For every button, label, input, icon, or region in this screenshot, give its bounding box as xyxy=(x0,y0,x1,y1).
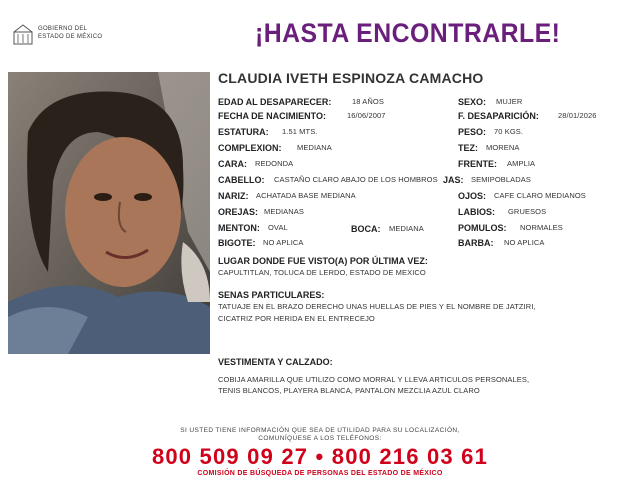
info-line2: COMUNÍQUESE A LOS TELÉFONOS: xyxy=(258,435,382,442)
vestimenta-line2: TENIS BLANCOS, PLAYERA BLANCA, PANTALON MEZCLIA AZUL CLARO xyxy=(218,386,480,395)
desaparicion-label: F. DESAPARICIÓN: xyxy=(458,111,539,121)
edad-label: EDAD AL DESAPARECER: xyxy=(218,97,332,107)
labios-value: GRUESOS xyxy=(508,207,547,216)
commission-name: COMISIÓN DE BÚSQUEDA DE PERSONAS DEL ESTADO DE MÉXICO xyxy=(197,470,443,477)
estatura-value: 1.51 MTS. xyxy=(282,127,318,136)
orejas-label: OREJAS: xyxy=(218,207,259,217)
boca-value: MEDIANA xyxy=(389,224,424,233)
senas-label: SENAS PARTICULARES: xyxy=(218,290,325,300)
cabello-value: CASTAÑO CLARO ABAJO DE LOS HOMBROS xyxy=(274,175,438,184)
gov-name-line2: ESTADO DE MÉXICO xyxy=(38,34,103,40)
orejas-value: MEDIANAS xyxy=(264,207,304,216)
labios-label: LABIOS: xyxy=(458,207,495,217)
state-seal-icon xyxy=(12,22,34,46)
bigote-value: NO APLICA xyxy=(263,238,304,247)
sexo-label: SEXO: xyxy=(458,97,487,107)
nariz-value: ACHATADA BASE MEDIANA xyxy=(256,191,356,200)
vestimenta-label: VESTIMENTA Y CALZADO: xyxy=(218,357,333,367)
barba-label: BARBA: xyxy=(458,238,494,248)
frente-label: FRENTE: xyxy=(458,159,497,169)
barba-value: NO APLICA xyxy=(504,238,545,247)
portrait-image xyxy=(8,72,210,354)
tez-value: MORENA xyxy=(486,143,520,152)
cara-value: REDONDA xyxy=(255,159,294,168)
ojos-value: CAFE CLARO MEDIANOS xyxy=(494,191,586,200)
gov-name-line1: GOBIERNO DEL xyxy=(38,26,88,32)
ojos-label: OJOS: xyxy=(458,191,487,201)
menton-label: MENTON: xyxy=(218,223,260,233)
desaparicion-value: 28/01/2026 xyxy=(558,111,597,120)
info-line1: SI USTED TIENE INFORMACIÓN QUE SEA DE UTILIDAD PARA SU LOCALIZACIÓN, xyxy=(180,427,460,434)
nariz-label: NARIZ: xyxy=(218,191,249,201)
cabello-label: CABELLO: xyxy=(218,175,265,185)
senas-line2: CICATRIZ POR HERIDA EN EL ENTRECEJO xyxy=(218,314,375,323)
menton-value: OVAL xyxy=(268,223,288,232)
phone-numbers: 800 509 09 27 • 800 216 03 61 xyxy=(151,444,489,469)
nacimiento-label: FECHA DE NACIMIENTO: xyxy=(218,111,326,121)
complexion-label: COMPLEXION: xyxy=(218,143,282,153)
boca-label: BOCA: xyxy=(351,224,381,234)
sexo-value: MUJER xyxy=(496,97,523,106)
gobierno-logo xyxy=(12,22,122,48)
senas-line1: TATUAJE EN EL BRAZO DERECHO UNAS HUELLAS DE PIES Y EL NOMBRE DE JATZIRI, xyxy=(218,302,536,311)
peso-value: 70 KGS. xyxy=(494,127,524,136)
bigote-label: BIGOTE: xyxy=(218,238,256,248)
edad-value: 18 AÑOS xyxy=(352,97,384,106)
pomulos-label: POMULOS: xyxy=(458,223,507,233)
nacimiento-value: 16/06/2007 xyxy=(347,111,386,120)
cara-label: CARA: xyxy=(218,159,247,169)
headline: ¡HASTA ENCONTRARLE! xyxy=(255,18,561,48)
peso-label: PESO: xyxy=(458,127,487,137)
tez-label: TEZ: xyxy=(458,143,478,153)
estatura-label: ESTATURA: xyxy=(218,127,269,137)
vestimenta-text xyxy=(218,375,628,396)
person-photo xyxy=(8,72,210,354)
frente-value: AMPLIA xyxy=(507,159,536,168)
lugar-label: LUGAR DONDE FUE VISTO(A) POR ÚLTIMA VEZ: xyxy=(218,256,428,266)
cejas-label: JAS: xyxy=(443,175,464,185)
pomulos-value: NORMALES xyxy=(520,223,563,232)
cejas-value: SEMIPOBLADAS xyxy=(471,175,531,184)
lugar-value: CAPULTITLAN, TOLUCA DE LERDO, ESTADO DE MEXICO xyxy=(218,268,426,277)
complexion-value: MEDIANA xyxy=(297,143,332,152)
person-name: CLAUDIA IVETH ESPINOZA CAMACHO xyxy=(218,70,484,86)
vestimenta-line1: COBIJA AMARILLA QUE UTILIZO COMO MORRAL Y LLEVA ARTICULOS PERSONALES, xyxy=(218,375,530,384)
senas-text xyxy=(218,302,628,324)
